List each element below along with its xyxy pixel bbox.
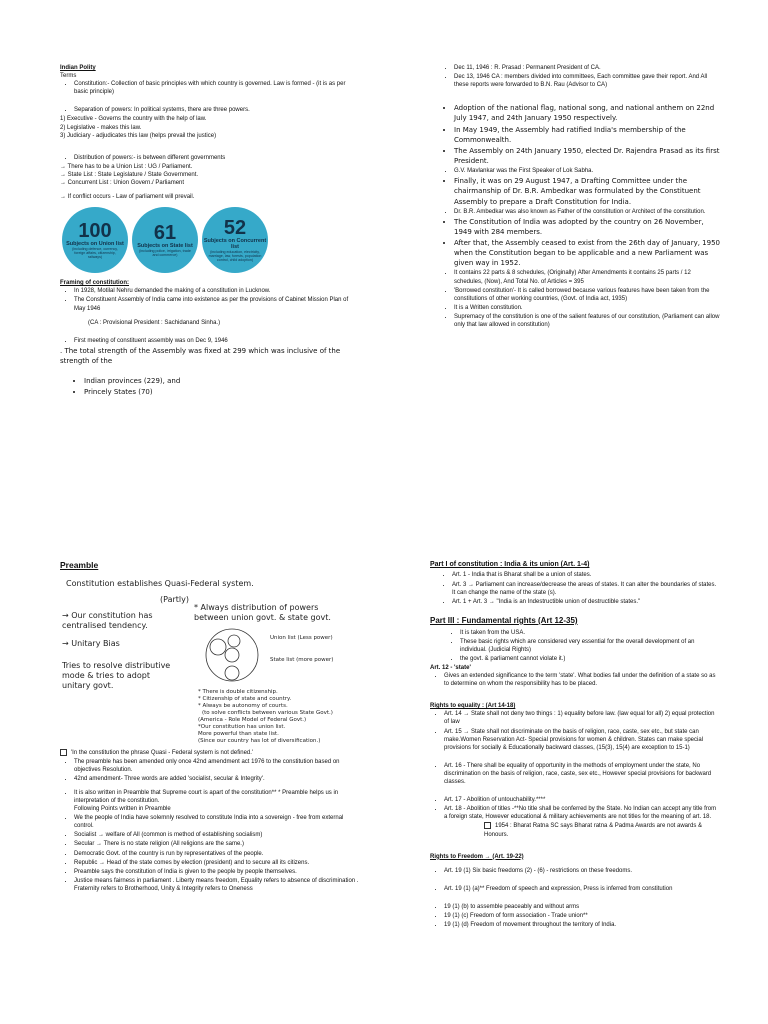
list-item: • In 1928, Motilal Nehru demanded the making of a constitution in Lucknow. (74, 287, 360, 295)
list-item: • Distribution of powers:- is between different governments (74, 154, 360, 162)
numbered-item: 3) Judiciary - adjudicates this law (helps prevail the justice) (60, 132, 217, 139)
list-item: • Democratic Govt. of the country is run by representatives of the people. (74, 850, 360, 858)
list-item: • Preamble says the constitution of India is given to the people by people themselves. (74, 868, 360, 876)
bullet-list (430, 903, 720, 929)
list-item: • Art. 16 - There shall be equality of opportunity in the methods of employment under the state, No discrimination on the basis of religion, race, caste, sex etc., However special provisions for backward classes. (444, 762, 720, 786)
list-item: • Art. 1 - India that is Bharat shall be a union of states. (452, 571, 720, 579)
arrow-item: → State List : State Legislature / State Government. (60, 171, 199, 178)
list-item: • Constitution:- Collection of basic principles with which country is governed. Law is formed - (it is as per basic principle) (74, 80, 360, 96)
list-item: • We the people of India have solemnly resolved to constitute India into a sovereign - free from external control. (74, 814, 360, 830)
bullet-list (60, 80, 360, 96)
subheading: Art. 12 - 'state' (430, 664, 471, 671)
list-item: • the govt. & parliament cannot violate it.) (460, 655, 720, 663)
bullet-list (430, 672, 720, 688)
bullet-list (60, 337, 360, 345)
section-title: Indian Polity (60, 65, 96, 71)
union-list-circle (62, 207, 128, 273)
state-list-circle (132, 207, 198, 273)
bullet-list (430, 796, 720, 821)
list-item: • Dec 13, 1946 CA : members divided into committees, Each committee gave their report. And All these reports were forwarded to B.N. Rau (Advisor to CA) (454, 73, 720, 89)
state-caption: Subjects on State list (137, 243, 193, 250)
list-item: • 19 (1) (d) Freedom of movement throughout the territory of India. (444, 921, 720, 929)
arrow-item: → Concurrent List : Union Govern./ Parliament (60, 180, 185, 187)
checkbox-label: 'In the constitution the phrase Quasi - Federal system is not defined.' (71, 750, 254, 757)
list-item: • 42nd amendment- Three words are added 'socialist, secular & Integrity'. (74, 775, 360, 783)
arrow-item: → If conflict occurs - Law of parliament will prevail. (60, 194, 195, 201)
list-item: • Art. 14 → State shall not deny two things : 1) equality before law. (law equal for all) 2) equal protection of law (444, 710, 720, 726)
list-item: • The preamble has been amended only once 42nd amendment act 1976 to the constitution based on objectives Resolution. (74, 758, 360, 774)
panel-preamble (60, 560, 360, 894)
bullet-list (440, 208, 720, 216)
note-line: More powerful than state list. (198, 731, 279, 738)
bullet-list (440, 167, 720, 175)
union-caption: Subjects on Union list (66, 241, 124, 247)
list-item: • Indian provinces (229), and (84, 376, 360, 386)
list-item: • The Assembly on 24th January 1950, elected Dr. Rajendra Prasad as its first President. (454, 146, 720, 166)
list-item: • Art. 3 → Parliament can increase/decrease the areas of states. It can alter the boundaries of states. It can change the name of the state (s). (452, 581, 720, 597)
state-count: 61 (153, 222, 177, 245)
section-title: Rights to Freedom → (Art. 19-22) (430, 853, 524, 860)
list-item: • Art. 19 (1) Six basic freedoms (2) - (6) - restrictions on these freedoms. (444, 867, 720, 875)
note-line: → Our constitution has centralised tendency. (62, 611, 153, 631)
venn-diagram-icon (202, 625, 262, 687)
note-line: Tries to resolve distributive mode & tries to adopt unitary govt. (62, 661, 171, 690)
handwritten-notes (60, 577, 360, 777)
section-title: Part I of constitution : India & its union (Art. 1-4) (430, 561, 590, 568)
note-line: * Always be autonomy of courts. (198, 703, 288, 710)
bullet-list (430, 762, 720, 786)
list-item: • Art. 19 (1) (a)** Freedom of speech and expression, Press is inferred from constitution (444, 885, 720, 893)
panel-constituent-assembly (440, 64, 720, 330)
bullet-list (440, 217, 720, 269)
panel-fundamental-rights (430, 560, 720, 930)
note-line: Constitution establishes Quasi-Federal system. (66, 579, 254, 589)
list-item: • Art. 15 → State shall not discriminate on the basis of religion, race, caste, sex etc., but state can make.Women Reservation Act- Special provisions for women & children. States can make special provisions for socially & Educationally backward classes, (15(3), 15(4) are exception to 15-1) (444, 728, 720, 752)
checkbox-note (430, 822, 720, 838)
concurrent-caption: Subjects on Concurrent list (203, 237, 267, 251)
union-count: 100 (78, 220, 112, 242)
section-title: Rights to equality : (Art 14-18) (430, 703, 516, 710)
bullet-list (430, 710, 720, 751)
note-line: (Since our country has lot of diversification.) (198, 738, 321, 745)
list-item-text: It is also written in Preamble that Supreme court is apart of the constitution** * Preamble helps us in interpretation of the constitution. (74, 789, 339, 805)
list-item (74, 789, 360, 813)
section-title: Framing of constitution: (60, 280, 129, 287)
bullet-list (60, 287, 360, 312)
bullet-list (430, 571, 720, 605)
list-item: • The Constitution of India was adopted by the country on 26 November, 1949 with 284 members. (454, 217, 720, 237)
list-item: • Republic → Head of the state comes by election (president) and to secure all its citizens. (74, 859, 360, 867)
list-item: • Supremacy of the constitution is one of the salient features of our constitution, (Parliament can allow only that law allowed in constitution) (454, 313, 720, 329)
list-item: • It is a Written constitution. (454, 304, 720, 312)
subheading: Terms (60, 73, 77, 80)
note-line: (to solve conflicts between various State Govt.) (202, 710, 333, 717)
list-item: • 19 (1) (b) to assemble peaceably and without arms (444, 903, 720, 911)
checkbox-icon (484, 822, 491, 829)
panel-indian-polity (60, 64, 360, 398)
union-detail: (including defence, currency, foreign affairs, citizenship, railways) (72, 247, 118, 260)
concurrent-count: 52 (223, 216, 247, 239)
bullet-list (60, 106, 360, 114)
list-item: • Separation of powers: In political systems, there are three powers. (74, 106, 360, 114)
note-line: * There is double citizenship. (198, 689, 278, 696)
arrow-item: → There has to be a Union List : UG / Parliament. (60, 163, 193, 170)
bullet-list (60, 154, 360, 162)
note-line: *Our constitution has union list. (198, 724, 286, 731)
note-line: * Always distribution of powers between union govt. & state govt. (194, 603, 331, 623)
list-item: • 19 (1) (c) Freedom of form association - Trade union** (444, 912, 720, 920)
list-item: • First meeting of constituent assembly was on Dec 9, 1946 (74, 337, 360, 345)
note: (CA : Provisional President : Sachidanand Sinha.) (88, 319, 221, 326)
list-item: • Justice means fairness in parliament . Liberty means freedom, Equality refers to absence of discrimination . Fraternity refers to Brotherhood, Unity & Integrity refers to Oneness (74, 877, 360, 893)
list-item: • Adoption of the national flag, national song, and national anthem on 22nd July 1947, and 24th January 1950 respectively. (454, 103, 720, 123)
note-line: * Citizenship of state and country. (198, 696, 292, 703)
bullet-list (430, 629, 720, 663)
bullet-list (60, 789, 360, 893)
list-item: • Socialist → welfare of All (common is method of establishing socialism) (74, 831, 360, 839)
list-item: • Princely States (70) (84, 387, 360, 397)
concurrent-list-circle (202, 207, 268, 273)
list-item: • The Constituent Assembly of India came into existence as per the provisions of Cabinet Mission Plan of May 1946 (74, 296, 360, 312)
list-item: • Finally, it was on 29 August 1947, a Drafting Committee under the chairmanship of Dr. B.R. Ambedkar was formulated by the Constituent Assembly to prepare a Draft Constitution for India. (454, 176, 720, 206)
list-item: • G.V. Mavlankar was the First Speaker of Lok Sabha. (454, 167, 720, 175)
state-detail: (including police, irrigation, trade and commerce) (139, 249, 191, 258)
list-item: • Art. 17 - Abolition of untouchability.**** (444, 796, 720, 804)
note-line: (Partly) (160, 595, 189, 605)
paragraph: . The total strength of the Assembly was fixed at 299 which was inclusive of the strength of the (60, 346, 341, 365)
concurrent-detail: (including education, electricity, marriage, law, forests, population control, child adoption) (208, 250, 262, 263)
bullet-list (430, 867, 720, 875)
note-line: State list (more power) (270, 657, 334, 664)
bullet-list (440, 269, 720, 329)
list-item: • Dec 11, 1946 : R. Prasad : Permanent President of CA. (454, 64, 720, 72)
list-item: • Art. 1 + Art. 3 → "India is an Indestructible union of destructible states." (452, 598, 720, 606)
bullet-list (440, 103, 720, 166)
bullet-list (440, 64, 720, 89)
bullet-list (430, 885, 720, 893)
note-line: (America - Role Model of Federal Govt.) (198, 717, 307, 724)
list-item: • These basic rights which are considered very essential for the overall development of an individual. (Judicial Rights) (460, 638, 720, 654)
list-item: • Secular → There is no state religion (All religions are the same.) (74, 840, 360, 848)
note-line: → Unitary Bias (62, 639, 120, 649)
subjects-infographic (62, 207, 360, 273)
section-title: Preamble (60, 560, 99, 570)
bullet-list (60, 376, 360, 397)
list-item: • After that, the Assembly ceased to exist from the 26th day of January, 1950 when the Constitution began to be applicable and a new Parliament was given way in 1952. (454, 238, 720, 268)
section-title: Part III : Fundamental rights (Art 12-35) (430, 615, 578, 625)
list-item: • Art. 18 - Abolition of titles -**No title shall be conferred by the State. No Indian can accept any title from a foreign state, However educational & military achievements are not titles for the meaning of art. 18. (444, 805, 720, 821)
list-item: • 'Borrowed constitution'- It is called borrowed because various features have been taken from the constitutions of other working countries, (Govt. of India act, 1935) (454, 287, 720, 303)
numbered-item: 2) Legislative - makes this law. (60, 124, 142, 131)
bullet-list (440, 176, 720, 206)
checkbox-label: 1954 : Bharat Ratna SC says Bharat ratna & Padma Awards are not awards & Honours. (484, 823, 703, 838)
list-item: • Gives an extended significance to the term 'state'. What bodies fall under the definition of a state so as to determine on whom the responsibility has to be placed. (444, 672, 720, 688)
list-item: • It contains 22 parts & 8 schedules, (Originally) After Amendments it contains 25 parts / 12 schedules, (Now), And Total No. of Articles = 395 (454, 269, 720, 285)
list-item: • It is taken from the USA. (460, 629, 720, 637)
numbered-item: 1) Executive - Governs the country with the help of law. (60, 116, 207, 123)
list-item-subtext: Following Points written in Preamble (74, 806, 171, 813)
list-item: • Dr. B.R. Ambedkar was also known as Father of the constitution or Architect of the constitution. (454, 208, 720, 216)
note-line: Union list (Less power) (270, 635, 333, 642)
list-item: • In May 1949, the Assembly had ratified India's membership of the Commonwealth. (454, 125, 720, 145)
